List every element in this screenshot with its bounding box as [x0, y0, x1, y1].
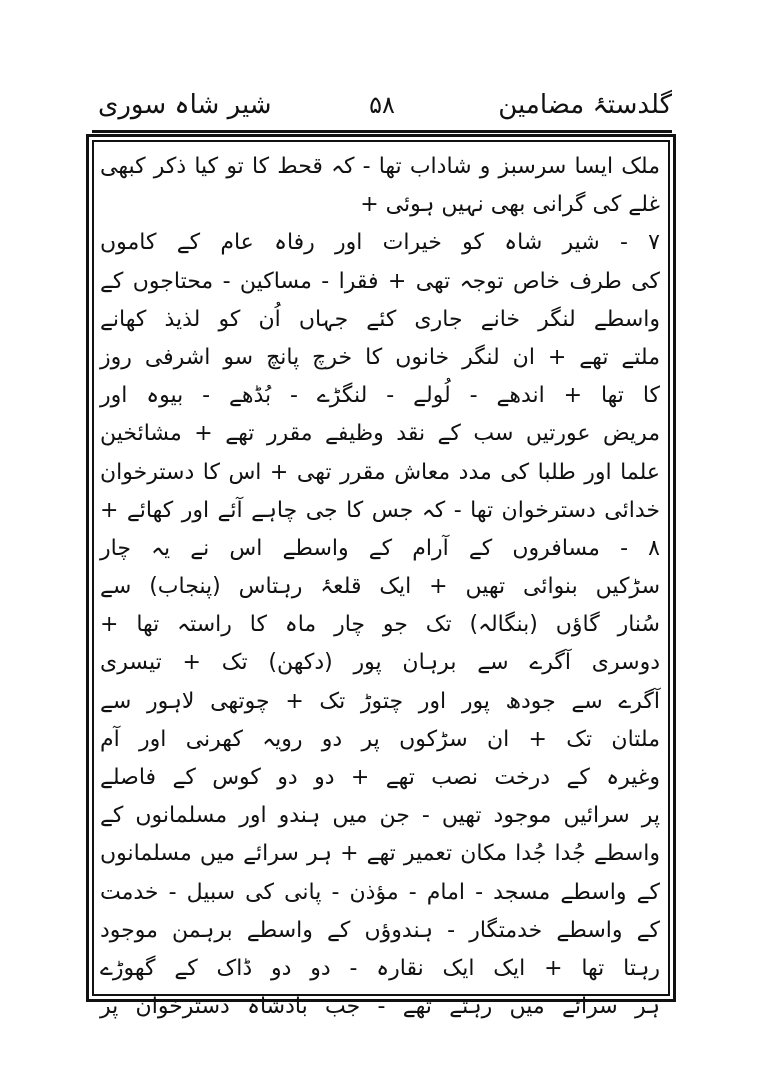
text-line: پر سرائیں موجود تھیں - جن میں ہندو اور مسلمانوں کے [100, 803, 660, 829]
text-line: ملتان تک + ان سڑکوں پر دو رویہ کھرنی اور آم [100, 726, 660, 752]
book-title: گلدستۂ مضامین [498, 90, 672, 120]
text-line: واسطے لنگر خانے جاری کئے جہاں اُن کو لذیذ کھانے [100, 306, 660, 332]
text-line: سُنار گاؤں (بنگالہ) تک جو چار ماہ کا راستہ تھا + [100, 612, 660, 638]
text-line: کا تھا + اندھے - لُولے - لنگڑے - بُڈھے - بیوہ اور [100, 383, 660, 409]
text-line: ہر سرائے میں رہتے تھے - جب بادشاہ دسترخوان پر [100, 994, 660, 1020]
running-header [92, 88, 672, 122]
text-line: سڑکیں بنوائی تھیں + ایک قلعۂ رہتاس (پنجاب) سے [100, 574, 660, 600]
text-line: علما اور طلبا کی مدد معاش مقرر تھی + اس کا دسترخوان [100, 459, 660, 485]
text-line: ۸ - مسافروں کے آرام کے واسطے اس نے یہ چار [100, 535, 660, 561]
text-line: ملک ایسا سرسبز و شاداب تھا - کہ قحط کا تو کیا ذکر کبھی [100, 154, 660, 179]
text-line: کی طرف خاص توجہ تھی + فقرا - مساکین - محتاجوں کے [100, 268, 660, 294]
page-number: ۵۸ [369, 91, 395, 119]
text-line: دوسری آگرے سے برہان پور (دکھن) تک + تیسری [100, 650, 660, 676]
text-line: خدائی دسترخوان تھا - کہ جس کا جی چاہے آئے اور کھائے + [100, 497, 660, 523]
chapter-title: شیر شاہ سوری [98, 90, 272, 120]
text-line: آگرے سے جودھ پور اور چتوڑ تک + چوتھی لاہور سے [100, 688, 660, 714]
text-line: کے واسطے مسجد - امام - مؤذن - پانی کی سبیل - خدمت [100, 879, 660, 905]
text-line: رہتا تھا + ایک ایک نقارہ - دو دو ڈاک کے گھوڑے [100, 955, 660, 981]
header-rule [92, 130, 672, 133]
page-body [100, 148, 660, 1020]
text-line: مریض عورتیں سب کے نقد وظیفے مقرر تھے + مشائخین [100, 421, 660, 447]
text-line: کے واسطے خدمتگار - ہندوؤں کے واسطے برہمن موجود [100, 917, 660, 943]
text-line: ملتے تھے + ان لنگر خانوں کا خرچ پانچ سو اشرفی روز [100, 344, 660, 370]
text-line: ۷ - شیر شاہ کو خیرات اور رفاہ عام کے کاموں [100, 230, 660, 256]
text-line: غلے کی گرانی بھی نہیں ہوئی + [360, 192, 660, 218]
text-line: واسطے جُدا جُدا مکان تعمیر تھے + ہر سرائے میں مسلمانوں [100, 841, 660, 867]
text-line: وغیرہ کے درخت نصب تھے + دو دو کوس کے فاصلے [100, 765, 660, 790]
